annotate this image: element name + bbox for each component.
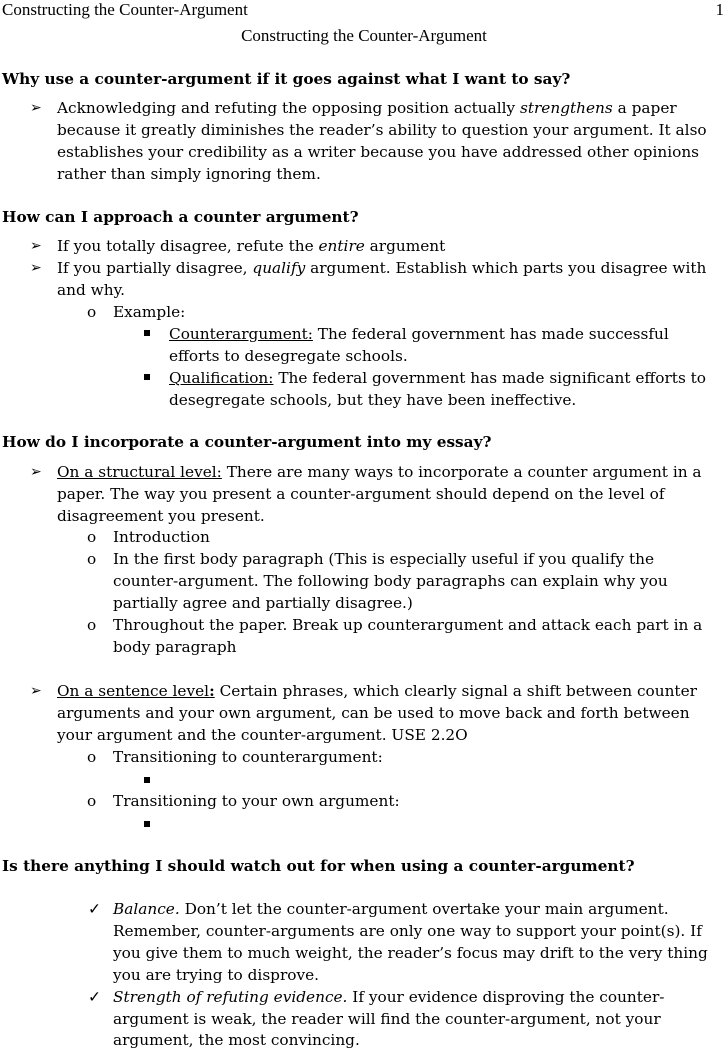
section-4-heading: Is there anything I should watch out for when using a counter-argument? [2, 857, 635, 875]
list-item: On a structural level: There are many ways to incorporate a counter argument in a [57, 463, 702, 481]
list-item-continuation: counter-argument. The following body paragraphs can explain why you [113, 572, 668, 590]
list-item: Transitioning to counterargument: [113, 748, 383, 766]
list-item-continuation: Remember, counter-arguments are only one way to support your point(s). If [113, 922, 702, 940]
list-item: If you totally disagree, refute the entire argument [57, 237, 446, 255]
circle-bullet-icon: o [87, 528, 97, 546]
list-item-continuation: argument, the most convincing. [113, 1031, 360, 1049]
arrow-bullet-icon: ➢ [30, 238, 42, 254]
section-3-heading: How do I incorporate a counter-argument into my essay? [2, 433, 492, 451]
arrow-bullet-icon: ➢ [30, 683, 42, 699]
list-item-continuation: body paragraph [113, 638, 237, 656]
circle-bullet-icon: o [87, 550, 97, 568]
list-item-continuation: paper. The way you present a counter-argument should depend on the level of [57, 485, 665, 503]
paragraph-line: rather than simply ignoring them. [57, 165, 321, 183]
list-item: If you partially disagree, qualify argument. Establish which parts you disagree with [57, 259, 707, 277]
list-item: Qualification: The federal government has made significant efforts to [169, 369, 707, 387]
check-icon: ✓ [88, 900, 101, 918]
list-item: Strength of refuting evidence. If your evidence disproving the counter- [113, 988, 665, 1006]
arrow-bullet-icon: ➢ [30, 464, 42, 480]
section-1-heading: Why use a counter-argument if it goes against what I want to say? [2, 70, 571, 88]
list-item: Introduction [113, 528, 210, 546]
list-item: On a sentence level: Certain phrases, which clearly signal a shift between counter [57, 682, 697, 700]
list-item: Transitioning to your own argument: [113, 792, 400, 810]
list-item-continuation: your argument and the counter-argument. USE 2.2O [57, 726, 468, 744]
list-item-continuation: you give them to much weight, the reader’s focus may drift to the very thing [113, 944, 708, 962]
paragraph-line: Acknowledging and refuting the opposing position actually strengthens a paper [57, 99, 677, 117]
circle-bullet-icon: o [87, 792, 97, 810]
list-item-continuation: argument is weak, the reader will find the counter-argument, not your [113, 1010, 661, 1028]
circle-bullet-icon: o [87, 303, 97, 321]
document-title: Constructing the Counter-Argument [241, 26, 487, 45]
list-item: Throughout the paper. Break up counterargument and attack each part in a [113, 616, 703, 634]
square-bullet-icon [144, 364, 150, 386]
circle-bullet-icon: o [87, 748, 97, 766]
page-number: 1 [715, 0, 724, 19]
square-bullet-icon [144, 767, 150, 789]
arrow-bullet-icon: ➢ [30, 260, 42, 276]
list-item-continuation: arguments and your own argument, can be used to move back and forth between [57, 704, 690, 722]
section-2-heading: How can I approach a counter argument? [2, 208, 359, 226]
paragraph-line: because it greatly diminishes the reader’s ability to question your argument. It also [57, 121, 707, 139]
list-item-continuation: disagreement you present. [57, 507, 265, 525]
list-item: Example: [113, 303, 186, 321]
running-header: Constructing the Counter-Argument [2, 0, 248, 19]
list-item-continuation: partially agree and partially disagree.) [113, 594, 413, 612]
square-bullet-icon [144, 320, 150, 342]
list-item-continuation: and why. [57, 281, 126, 299]
check-icon: ✓ [88, 988, 101, 1006]
list-item: Balance. Don’t let the counter-argument overtake your main argument. [113, 900, 669, 918]
list-item: In the first body paragraph (This is especially useful if you qualify the [113, 550, 655, 568]
list-item-continuation: desegregate schools, but they have been ineffective. [169, 391, 577, 409]
paragraph-line: establishes your credibility as a writer because you have addressed other opinions [57, 143, 700, 161]
list-item-continuation: efforts to desegregate schools. [169, 347, 408, 365]
arrow-bullet-icon: ➢ [30, 100, 42, 116]
square-bullet-icon [144, 811, 150, 833]
list-item: Counterargument: The federal government has made successful [169, 325, 669, 343]
circle-bullet-icon: o [87, 616, 97, 634]
list-item-continuation: you are trying to disprove. [113, 966, 320, 984]
